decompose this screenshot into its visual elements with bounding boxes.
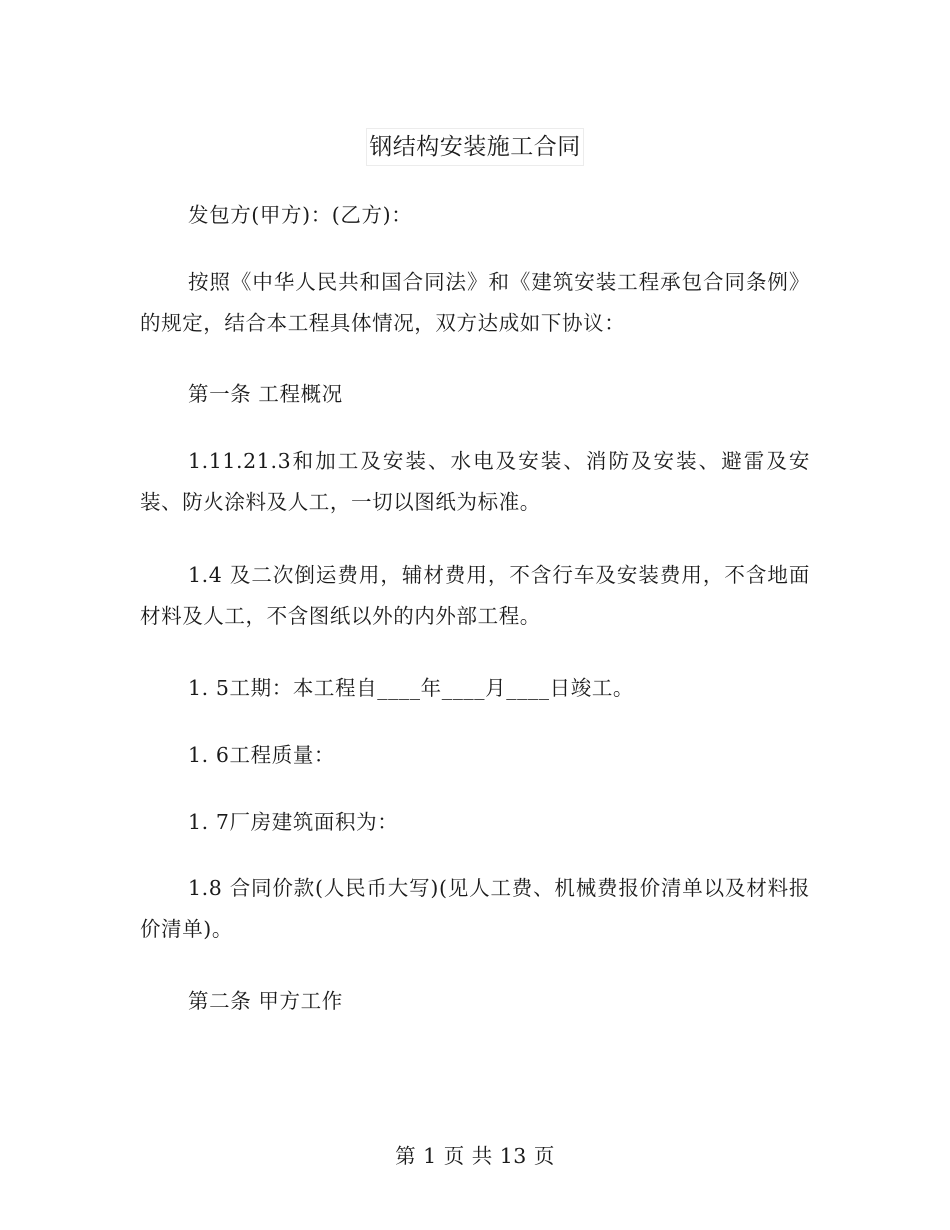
document-title-text: 钢结构安装施工合同: [366, 128, 584, 166]
paragraph-clause-1-8: 1.8 合同价款(人民币大写)(见人工费、机械费报价清单以及材料报价清单)。: [140, 876, 810, 941]
paragraph-clause-1-7: 1. 7厂房建筑面积为：: [188, 810, 399, 834]
paragraph-clause-1-1: 1.11.21.3和加工及安装、水电及安装、消防及安装、避雷及安装、防火涂料及人工，一切以图纸为标准。: [140, 449, 810, 514]
paragraph-preamble: 按照《中华人民共和国合同法》和《建筑安装工程承包合同条例》的规定，结合本工程具体情况，双方达成如下协议：: [140, 270, 810, 335]
paragraph-clause-1-5: 1. 5工期：本工程自____年____月____日竣工。: [188, 676, 635, 700]
paragraph-clause-1-4: 1.4 及二次倒运费用，辅材费用，不含行车及安装费用，不含地面材料及人工，不含图纸以外的内外部工程。: [140, 563, 810, 628]
heading-article-1: 第一条 工程概况: [188, 382, 343, 406]
heading-article-2: 第二条 甲方工作: [188, 989, 343, 1013]
paragraph-clause-1-6: 1. 6工程质量：: [188, 743, 336, 767]
paragraph-parties: 发包方(甲方)：(乙方)：: [188, 203, 413, 227]
page-number-footer: 第 1 页 共 13 页: [395, 1144, 555, 1168]
document-title: [0, 128, 950, 166]
